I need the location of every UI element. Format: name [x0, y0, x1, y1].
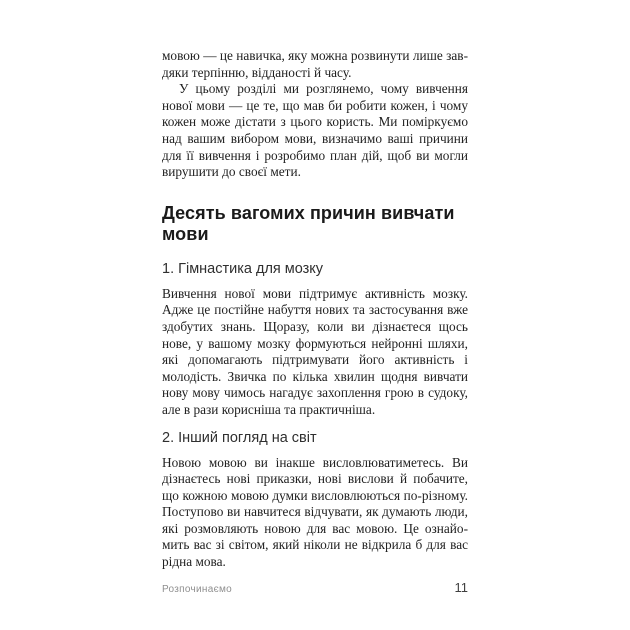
- reason-1-paragraph: Вивчення нової мови підтримує активність мозку. Адже це постійне набуття нових та застосування вже здобутих знань. Щоразу, коли ви дізнаєтеся щось нове, у вашому мозку формуються нейронні шляхи, які допомагають підтримувати його активність і молодість. Звичка по кілька хвилин щодня вивчати нову мову чимось нагадує захоплення грою в судоку, але в рази корисніша та практичніша.: [162, 285, 468, 417]
- running-title: Розпочинаємо: [162, 584, 233, 595]
- reason-2-paragraph: Новою мовою ви інакше висловлюватиметесь. Ви дізнаєтесь нові приказки, нові вислови й побачите, що кожною мовою думки висловлюються по-різному. Поступово ви навчитеся відчувати, як думають люди, які розмовляють новою для вас мовою. Це ознайомить вас зі світом, який ніколи не відкрила б для вас рідна мова.: [162, 454, 468, 570]
- page-footer: [162, 580, 468, 595]
- page-number: 11: [454, 580, 468, 595]
- subheading-reason-2: 2. Інший погляд на світ: [162, 429, 317, 446]
- text-column: [162, 48, 468, 571]
- subheading-reason-1: 1. Гімнастика для мозку: [162, 260, 324, 277]
- section-heading: Десять вагомих причин вивчати мови: [162, 202, 455, 244]
- intro-paragraph: У цьому розділі ми розглянемо, чому вивчення нової мови — це те, що мав би робити кожен, і чому кожен може дістати з цього користь. Ми поміркуємо над вашим вибором мови, визначимо ваші причини для її вивчення і розробимо план дій, щоб ви могли вирушити до своєї мети.: [162, 81, 468, 180]
- intro-paragraph-continued: мовою — це навичка, яку можна розвинути лише завдяки терпінню, відданості й часу.: [162, 48, 468, 80]
